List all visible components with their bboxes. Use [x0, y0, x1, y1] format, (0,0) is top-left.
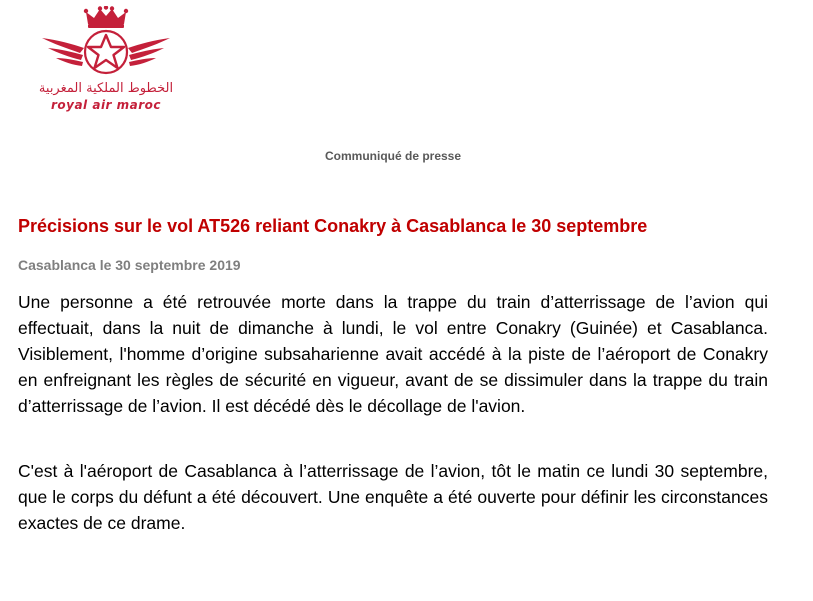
dateline: Casablanca le 30 septembre 2019: [18, 257, 241, 273]
crown-star-wings-icon: [36, 6, 176, 86]
logo-latin-wordmark: royal air maroc: [50, 98, 162, 112]
document-type-label: Communiqué de presse: [324, 149, 462, 163]
logo-arabic-wordmark: الخطوط الملكية المغربية: [38, 81, 174, 96]
company-logo: [36, 6, 176, 116]
body-paragraph: C'est à l'aéroport de Casablanca à l’atterrissage de l’avion, tôt le matin ce lundi 30 septembre, que le corps du défunt a été découvert. Une enquête a été ouverte pour définir les circonstances exactes de ce drame.: [18, 461, 768, 533]
body-paragraph: Une personne a été retrouvée morte dans la trappe du train d’atterrissage de l’avion qui effectuait, dans la nuit de dimanche à lundi, le vol entre Conakry (Guinée) et Casablanca. Visiblement, l'homme d’origine subsaharienne avait accédé à la piste de l’aéroport de Conakry en enfreignant les règles de sécurité en vigueur, avant de se dissimuler dans la trappe du train d’atterrissage de l’avion. Il est décédé dès le décollage de l'avion.: [18, 292, 768, 416]
page-title: Précisions sur le vol AT526 reliant Conakry à Casablanca le 30 septembre: [18, 216, 648, 236]
